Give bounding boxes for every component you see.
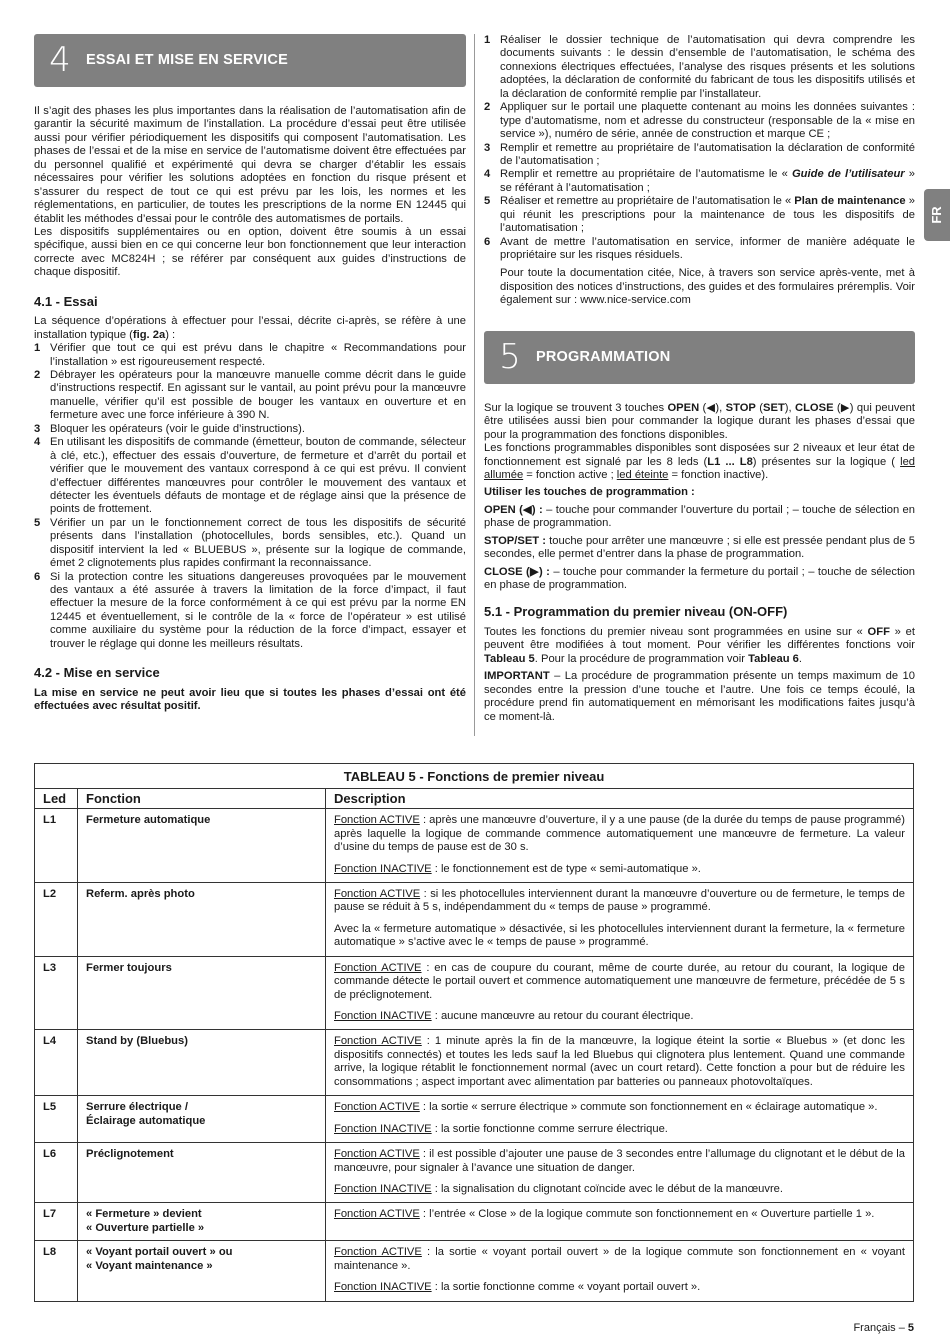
step-text: Remplir et remettre au propriétaire de l’automatisme le « Guide de l’utilisateur » se référant à l’automatisation ;	[500, 168, 915, 194]
list-item	[34, 423, 466, 436]
description-cell	[325, 809, 913, 882]
list-item	[34, 436, 466, 517]
paragraph: STOP/SET : touche pour arrêter une manœuvre ; si elle est pressée pendant plus de 5 secondes, elle permet d’entrer dans la phase de programmation.	[484, 534, 915, 561]
led-cell: L2	[43, 887, 57, 900]
steps-list	[34, 342, 466, 651]
list-item	[34, 342, 466, 369]
led-cell: L6	[43, 1148, 57, 1161]
paragraph: Sur la logique se trouvent 3 touches OPEN (◀), STOP (SET), CLOSE (▶) qui peuvent être utilisées aussi bien pour commander la logique durant les phases d’essai que pour la programmation des fonctions disponibles.	[484, 401, 915, 441]
active-description: Fonction ACTIVE : la sortie « voyant portail ouvert » de la logique commute son fonctionnement en « voyant maintenance ».	[334, 1246, 905, 1272]
function-cell: Referm. après photo	[77, 883, 325, 956]
intro-paragraph: Les dispositifs supplémentaires ou en option, doivent être soumis à un essai spécifique, aussi bien en ce qui concerne leur bon fonctionnement que leur interaction correcte avec MC824H ; se référer par conséquent aux guides d’instructions de chaque dispositif.	[34, 225, 466, 279]
table-body	[35, 809, 913, 1300]
section-4-header	[34, 34, 466, 87]
step-text: Appliquer sur le portail une plaquette contenant au moins les données suivantes : type d’automatisme, nom et adresse du constructeur (responsable de la « mise en service »), numéro de série, année de construction et marque CE ;	[500, 101, 915, 141]
description-cell	[325, 1143, 913, 1202]
intro-paragraph: Il s’agit des phases les plus importantes dans la réalisation de l’automatisation afin de garantir la sécurité maximum de l’installation. La procédure d’essai peut être utilisée aussi pour vérifier périodiquement les dispositifs qui composent l’automatisation. Les phases de l’essai et de la mise en service de l’automatisme doivent être effectuées par du personnel qualifié et expérimenté qui devra se charger d’établir les essais nécessaires pour vérifier les solutions adoptées en fonction du risque présent et s’assurer du respect de tout ce qui est prévu par les lois, les normes et les réglementations, en particulier, de toutes les prescriptions de la norme EN 12445 qui établit les méthodes d’essai pour le contrôle des automatismes de portails.	[34, 105, 466, 225]
led-cell: L3	[43, 961, 57, 974]
list-item	[34, 369, 466, 423]
section-5-header	[484, 331, 915, 384]
function-cell: Serrure électrique / Éclairage automatique	[77, 1096, 325, 1142]
description-cell	[325, 1203, 913, 1240]
active-description: Fonction ACTIVE : la sortie « serrure électrique » commute son fonctionnement en « éclairage automatique ».	[334, 1101, 878, 1114]
paragraph: Toutes les fonctions du premier niveau sont programmées en usine sur « OFF » et peuvent être modifiées à tout moment. Pour vérifier les différentes fonctions voir Tableau 5. Pour la procédure de programmation voir Tableau 6.	[484, 626, 915, 665]
step-number: 4	[484, 168, 491, 181]
column-header: Led	[43, 790, 67, 806]
paragraph: IMPORTANT – La procédure de programmation présente un temps maximum de 10 secondes entre la pression d’une touche et l’autre. Une fois ce temps écoulé, la procédure prend fin automatiquement en mémorisant les modifications faites jusqu’à ce moment-là.	[484, 670, 915, 723]
function-cell: Fermer toujours	[77, 957, 325, 1030]
column-header: Description	[325, 789, 913, 809]
description-cell	[325, 1096, 913, 1142]
step-number: 1	[484, 34, 491, 46]
step-number: 3	[34, 422, 41, 435]
step-text: En utilisant les dispositifs de commande (émetteur, bouton de commande, sélecteur à clé, etc.), effectuer des essais d’ouverture, de fermeture et d’arrêt du portail et vérifier que le mouvement des vantaux correspond à ce qui est prévu. Il convient d’effectuer différentes manœuvres pour contrôler le mouvement des vantaux et détecter les éventuels défauts de montage et de réglage ainsi que la présence de points de frottement.	[50, 436, 466, 516]
step-number: 1	[34, 342, 41, 355]
extra-description: Avec la « fermeture automatique » désactivée, si les photocellules interviennent durant la fermeture, la « fermeture automatique » s’active avec le « temps de pause » programmé.	[334, 922, 905, 949]
inactive-description: Fonction INACTIVE : la sortie fonctionne comme « voyant portail ouvert ».	[334, 1281, 701, 1294]
inactive-description: Fonction INACTIVE : la signalisation du clignotant coïncide avec le début de la manœuvre.	[334, 1182, 783, 1195]
step-text: Si la protection contre les situations dangereuses provoquées par le mouvement des vantaux a été assurée à travers la limitation de la force d’impact, il faut effectuer la mesure de la force conformément à ce qui est prévu par la norme EN 12445 et éventuellement, si le contrôle de la « force de l’opérateur » est utilisé comme auxiliaire du système pour la réduction de la force d’impact, essayer et trouver le réglage qui donne les meilleurs résultats.	[50, 570, 466, 650]
step-number: 2	[484, 101, 491, 114]
led-cell: L5	[43, 1101, 57, 1114]
subsection-title: 4.2 - Mise en service	[34, 665, 160, 681]
step-number: 2	[34, 369, 41, 382]
table-row	[35, 957, 913, 1031]
list-item	[484, 168, 915, 195]
section-number: 4	[49, 40, 71, 81]
table-row	[35, 1203, 913, 1241]
paragraph: OPEN (◀) : – touche pour commander l’ouverture du portail ; – touche de sélection en phase de programmation.	[484, 503, 915, 530]
section-number: 5	[499, 336, 521, 377]
list-item	[34, 517, 466, 571]
table-row	[35, 883, 913, 957]
subsection-title: 5.1 - Programmation du premier niveau (ON-OFF)	[484, 604, 788, 620]
description-cell	[325, 883, 913, 956]
active-description: Fonction ACTIVE : l’entrée « Close » de la logique commute son fonctionnement en « Ouverture partielle 1 ».	[334, 1208, 875, 1221]
table-row	[35, 809, 913, 883]
table-row	[35, 1030, 913, 1096]
function-cell: Préclignotement	[77, 1143, 325, 1202]
paragraph: CLOSE (▶) : – touche pour commander la fermeture du portail ; – touche de sélection en phase de programmation.	[484, 565, 915, 591]
right-column	[484, 34, 915, 724]
page-footer: Français – 5	[853, 1322, 914, 1334]
table-row	[35, 1096, 913, 1143]
active-description: Fonction ACTIVE : en cas de coupure du courant, même de courte durée, au retour du courant, la logique de commande détecte le portail ouvert et commence automatiquement une manœuvre de fermeture, précédée de 5 s de préclignotement.	[334, 961, 905, 1001]
active-description: Fonction ACTIVE : si les photocellules interviennent durant la manœuvre d’ouverture ou de fermeture, le temps de pause se réduit à 5 s, indépendamment du « temps de pause » programmé.	[334, 887, 905, 914]
led-cell: L8	[43, 1246, 57, 1259]
description-cell	[325, 957, 913, 1030]
list-item	[484, 101, 915, 141]
function-cell: Fermeture automatique	[77, 809, 325, 882]
inactive-description: Fonction INACTIVE : le fonctionnement est de type « semi-automatique ».	[334, 862, 701, 875]
table-row	[35, 1143, 913, 1203]
inactive-description: Fonction INACTIVE : aucune manœuvre au retour du courant électrique.	[334, 1010, 694, 1022]
active-description: Fonction ACTIVE : après une manœuvre d’ouverture, il y a une pause (de la durée du temps de pause programmé) après laquelle la logique de commande commence automatiquement une manœuvre de fermeture. La valeur d’usine du temps de pause est de 30 s.	[334, 814, 906, 854]
list-item	[484, 142, 915, 169]
led-cell: L4	[43, 1035, 57, 1048]
list-item	[34, 571, 466, 652]
step-text: Avant de mettre l’automatisation en service, informer de manière adéquate le propriétaire sur les risques résiduels.	[500, 235, 915, 261]
active-description: Fonction ACTIVE : 1 minute après la fin de la manœuvre, la logique éteint la sortie « Bluebus » (et donc les dispositifs connectés) et toutes les leds sauf la led Bluebus qui clignotera plus lentement. Quand une commande arrive, la logique rétablit le fonctionnement normal (avec un court retard). Cette fonction a pour but de réduire les consommations ; aspect important avec alimentation par batteries ou panneaux photovoltaïques.	[334, 1035, 906, 1088]
table-5	[34, 763, 914, 1302]
step-number: 3	[484, 141, 491, 154]
led-cell: L1	[43, 814, 57, 827]
language-tab: FR	[924, 189, 950, 241]
table-row	[35, 1241, 913, 1300]
step-text: Débrayer les opérateurs pour la manœuvre manuelle comme décrit dans le guide d’instructions respectif. En agissant sur le vantail, au point prévu pour la manœuvre manuelle, vérifier qu’il est possible de bouger les vantaux en ouverture et en fermeture avec une force inférieure à 390 N.	[50, 369, 466, 422]
step-number: 5	[484, 195, 491, 208]
description-cell	[325, 1241, 913, 1300]
inactive-description: Fonction INACTIVE : la sortie fonctionne comme serrure électrique.	[334, 1122, 668, 1135]
function-cell: « Voyant portail ouvert » ou « Voyant maintenance »	[77, 1241, 325, 1300]
column-divider	[474, 34, 475, 736]
left-column	[34, 34, 466, 714]
table-title: TABLEAU 5 - Fonctions de premier niveau	[35, 764, 913, 789]
step-text: Remplir et remettre au propriétaire de l’automatisation la déclaration de conformité de l’automatisation ;	[500, 141, 915, 167]
led-cell: L7	[43, 1208, 57, 1221]
function-cell: Stand by (Bluebus)	[77, 1030, 325, 1095]
paragraph: Les fonctions programmables disponibles sont disposées sur 2 niveaux et leur état de fonctionnement est signalé par les 8 leds (L1 ... L8) présentes sur la logique ( led allumée = fonction active ; led éteinte = fonction inactive).	[484, 442, 916, 481]
paragraph: Utiliser les touches de programmation :	[484, 486, 695, 499]
paragraph: La mise en service ne peut avoir lieu que si toutes les phases d’essai ont été effectuées avec résultat positif.	[34, 686, 466, 713]
section-title: PROGRAMMATION	[536, 348, 671, 365]
subsection-title: 4.1 - Essai	[34, 293, 98, 309]
section-title: ESSAI ET MISE EN SERVICE	[86, 51, 288, 68]
step-number: 4	[34, 436, 41, 449]
step-number: 6	[484, 235, 491, 248]
description-cell	[325, 1030, 913, 1095]
paragraph: Pour toute la documentation citée, Nice, à travers son service après-vente, met à disposition des notices d’instructions, des guides et des formulaires préremplis. Voir également sur : www.nice-service.com	[500, 267, 915, 307]
step-number: 5	[34, 516, 41, 529]
step-text: Vérifier que tout ce qui est prévu dans le chapitre « Recommandations pour l’installation » est rigoureusement respecté.	[50, 342, 466, 368]
list-item	[484, 195, 915, 235]
step-text: Bloquer les opérateurs (voir le guide d’instructions).	[50, 422, 305, 435]
table-header	[35, 789, 913, 810]
step-text: Réaliser et remettre au propriétaire de l’automatisation le « Plan de maintenance » qui réunit les prescriptions pour la maintenance de tous les dispositifs de l’automatisation ;	[500, 195, 915, 235]
paragraph: La séquence d’opérations à effectuer pour l’essai, décrite ci-après, se réfère à une installation typique (fig. 2a) :	[34, 315, 466, 341]
active-description: Fonction ACTIVE : il est possible d’ajouter une pause de 3 secondes entre l’allumage du clignotant et le début de la manœuvre, pour signaler à l’avance une situation de danger.	[334, 1148, 905, 1174]
step-number: 6	[34, 570, 41, 583]
column-header: Fonction	[77, 789, 325, 809]
step-text: Réaliser le dossier technique de l’automatisation qui devra comprendre les documents suivants : le dessin d’ensemble de l’automatisation, le schéma des connexions électriques effectuées, l’analyse des risques présents et les solutions adoptées, la déclaration de conformité du fabricant de tous les dispositifs utilisés et la déclaration de conformité remplie par l’installateur.	[500, 34, 915, 100]
list-item	[484, 34, 915, 101]
list-item	[484, 236, 915, 263]
step-text: Vérifier un par un le fonctionnement correct de tous les dispositifs de sécurité présents dans l’installation (photocellules, bords sensibles, etc.). Quand un dispositif intervient la led « BLUEBUS », présente sur la logique de commande, émet 2 clignotements plus rapides confirmant la reconnaissance.	[50, 516, 466, 570]
steps-list	[484, 34, 915, 262]
function-cell: « Fermeture » devient « Ouverture partielle »	[77, 1203, 325, 1240]
